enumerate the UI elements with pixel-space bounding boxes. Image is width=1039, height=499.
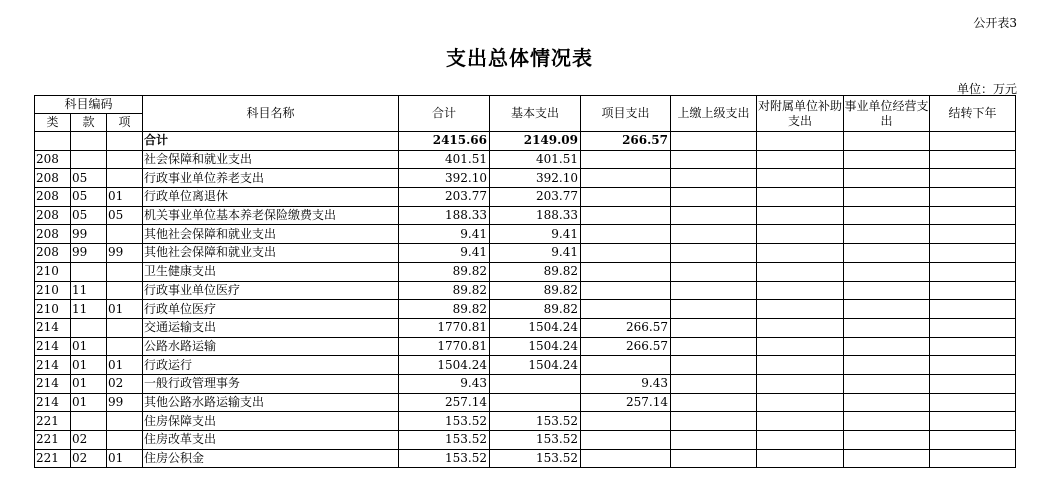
cell-basic: 9.41 — [490, 225, 581, 244]
cell-kuan — [71, 132, 107, 151]
cell-lei: 214 — [35, 318, 71, 337]
cell-affiliated — [757, 300, 844, 319]
cell-business — [844, 300, 930, 319]
unit-label: 单位：万元 — [956, 82, 1017, 96]
cell-affiliated — [757, 412, 844, 431]
cell-upper — [671, 150, 757, 169]
cell-business — [844, 356, 930, 375]
cell-total: 9.41 — [399, 244, 490, 263]
cell-upper — [671, 169, 757, 188]
cell-affiliated — [757, 431, 844, 450]
cell-lei: 221 — [35, 412, 71, 431]
header-lei: 类 — [35, 114, 71, 132]
table-row — [35, 244, 1016, 263]
cell-basic: 89.82 — [490, 300, 581, 319]
header-affiliated: 对附属单位补助支出 — [757, 96, 844, 132]
cell-name: 行政单位离退休 — [143, 188, 399, 207]
cell-affiliated — [757, 337, 844, 356]
cell-carryover — [930, 206, 1016, 225]
cell-total: 2415.66 — [399, 132, 490, 151]
table-row — [35, 188, 1016, 207]
cell-name: 其他社会保障和就业支出 — [143, 244, 399, 263]
cell-xiang — [107, 281, 143, 300]
cell-total: 188.33 — [399, 206, 490, 225]
expenditure-table — [34, 95, 1016, 468]
cell-name: 一般行政管理事务 — [143, 374, 399, 393]
header-xiang: 项 — [107, 114, 143, 132]
header-project: 项目支出 — [581, 96, 671, 132]
cell-upper — [671, 262, 757, 281]
cell-carryover — [930, 393, 1016, 412]
cell-lei: 208 — [35, 188, 71, 207]
cell-project: 257.14 — [581, 393, 671, 412]
header-basic: 基本支出 — [490, 96, 581, 132]
cell-xiang: 99 — [107, 244, 143, 263]
cell-business — [844, 150, 930, 169]
cell-affiliated — [757, 393, 844, 412]
cell-xiang — [107, 412, 143, 431]
cell-carryover — [930, 431, 1016, 450]
table-row — [35, 300, 1016, 319]
table-row — [35, 412, 1016, 431]
cell-basic: 392.10 — [490, 169, 581, 188]
header-upper: 上缴上级支出 — [671, 96, 757, 132]
cell-upper — [671, 449, 757, 468]
cell-name: 其他公路水路运输支出 — [143, 393, 399, 412]
cell-kuan — [71, 318, 107, 337]
cell-xiang: 05 — [107, 206, 143, 225]
cell-carryover — [930, 244, 1016, 263]
cell-lei: 221 — [35, 449, 71, 468]
cell-total: 401.51 — [399, 150, 490, 169]
cell-total: 9.43 — [399, 374, 490, 393]
table-row — [35, 431, 1016, 450]
form-number: 公开表3 — [973, 16, 1017, 30]
cell-business — [844, 337, 930, 356]
cell-lei: 221 — [35, 431, 71, 450]
cell-lei: 214 — [35, 393, 71, 412]
header-kuan: 款 — [71, 114, 107, 132]
cell-kuan: 11 — [71, 281, 107, 300]
table-row — [35, 337, 1016, 356]
cell-lei: 210 — [35, 262, 71, 281]
cell-kuan — [71, 262, 107, 281]
cell-basic: 203.77 — [490, 188, 581, 207]
cell-upper — [671, 337, 757, 356]
cell-xiang: 01 — [107, 356, 143, 375]
cell-name: 行政运行 — [143, 356, 399, 375]
cell-project: 266.57 — [581, 337, 671, 356]
cell-basic: 1504.24 — [490, 318, 581, 337]
cell-total: 1504.24 — [399, 356, 490, 375]
cell-project: 266.57 — [581, 318, 671, 337]
cell-name: 其他社会保障和就业支出 — [143, 225, 399, 244]
table-row — [35, 281, 1016, 300]
cell-kuan — [71, 412, 107, 431]
cell-project — [581, 300, 671, 319]
cell-name: 行政事业单位医疗 — [143, 281, 399, 300]
cell-basic: 89.82 — [490, 262, 581, 281]
cell-business — [844, 169, 930, 188]
cell-affiliated — [757, 262, 844, 281]
cell-total: 89.82 — [399, 262, 490, 281]
cell-carryover — [930, 412, 1016, 431]
header-name: 科目名称 — [143, 96, 399, 132]
cell-upper — [671, 281, 757, 300]
table-row — [35, 449, 1016, 468]
cell-affiliated — [757, 150, 844, 169]
cell-basic: 89.82 — [490, 281, 581, 300]
cell-upper — [671, 300, 757, 319]
cell-business — [844, 318, 930, 337]
cell-xiang: 01 — [107, 188, 143, 207]
cell-basic: 9.41 — [490, 244, 581, 263]
cell-affiliated — [757, 449, 844, 468]
cell-carryover — [930, 374, 1016, 393]
cell-xiang — [107, 431, 143, 450]
cell-business — [844, 281, 930, 300]
cell-kuan: 01 — [71, 337, 107, 356]
cell-basic: 2149.09 — [490, 132, 581, 151]
cell-name: 公路水路运输 — [143, 337, 399, 356]
cell-project: 266.57 — [581, 132, 671, 151]
cell-basic — [490, 393, 581, 412]
cell-basic: 188.33 — [490, 206, 581, 225]
cell-basic: 153.52 — [490, 449, 581, 468]
cell-project — [581, 169, 671, 188]
cell-upper — [671, 318, 757, 337]
cell-affiliated — [757, 281, 844, 300]
cell-total: 1770.81 — [399, 337, 490, 356]
cell-carryover — [930, 337, 1016, 356]
cell-kuan: 01 — [71, 374, 107, 393]
header-total: 合计 — [399, 96, 490, 132]
cell-affiliated — [757, 244, 844, 263]
table-row — [35, 374, 1016, 393]
cell-name: 住房保障支出 — [143, 412, 399, 431]
table-row — [35, 169, 1016, 188]
cell-carryover — [930, 188, 1016, 207]
cell-upper — [671, 244, 757, 263]
table-row — [35, 150, 1016, 169]
cell-lei: 210 — [35, 281, 71, 300]
cell-lei: 208 — [35, 206, 71, 225]
table-row — [35, 393, 1016, 412]
cell-name: 交通运输支出 — [143, 318, 399, 337]
cell-business — [844, 188, 930, 207]
cell-upper — [671, 188, 757, 207]
cell-total: 9.41 — [399, 225, 490, 244]
cell-name: 合计 — [143, 132, 399, 151]
cell-carryover — [930, 150, 1016, 169]
cell-lei: 210 — [35, 300, 71, 319]
cell-lei: 208 — [35, 169, 71, 188]
cell-kuan: 99 — [71, 244, 107, 263]
cell-carryover — [930, 225, 1016, 244]
cell-xiang: 99 — [107, 393, 143, 412]
cell-lei: 214 — [35, 356, 71, 375]
cell-name: 卫生健康支出 — [143, 262, 399, 281]
cell-xiang — [107, 132, 143, 151]
cell-affiliated — [757, 169, 844, 188]
cell-total: 1770.81 — [399, 318, 490, 337]
cell-business — [844, 431, 930, 450]
cell-carryover — [930, 318, 1016, 337]
cell-project — [581, 281, 671, 300]
cell-kuan: 01 — [71, 393, 107, 412]
cell-project — [581, 262, 671, 281]
cell-xiang: 01 — [107, 449, 143, 468]
cell-lei: 208 — [35, 225, 71, 244]
cell-name: 住房改革支出 — [143, 431, 399, 450]
cell-carryover — [930, 449, 1016, 468]
cell-project — [581, 449, 671, 468]
cell-business — [844, 412, 930, 431]
cell-xiang — [107, 318, 143, 337]
cell-total: 153.52 — [399, 412, 490, 431]
cell-carryover — [930, 356, 1016, 375]
cell-upper — [671, 431, 757, 450]
cell-business — [844, 206, 930, 225]
cell-upper — [671, 356, 757, 375]
cell-name: 行政单位医疗 — [143, 300, 399, 319]
cell-lei: 214 — [35, 374, 71, 393]
cell-affiliated — [757, 374, 844, 393]
table-row — [35, 356, 1016, 375]
cell-kuan: 01 — [71, 356, 107, 375]
cell-xiang — [107, 150, 143, 169]
total-row — [35, 132, 1016, 151]
cell-basic — [490, 374, 581, 393]
header-carryover: 结转下年 — [930, 96, 1016, 132]
cell-carryover — [930, 300, 1016, 319]
cell-total: 89.82 — [399, 300, 490, 319]
cell-carryover — [930, 169, 1016, 188]
cell-business — [844, 262, 930, 281]
cell-project — [581, 150, 671, 169]
cell-basic: 153.52 — [490, 431, 581, 450]
cell-kuan: 99 — [71, 225, 107, 244]
cell-affiliated — [757, 132, 844, 151]
cell-project — [581, 244, 671, 263]
cell-project — [581, 356, 671, 375]
cell-xiang — [107, 169, 143, 188]
cell-kuan: 05 — [71, 188, 107, 207]
cell-upper — [671, 393, 757, 412]
table-body — [35, 132, 1016, 468]
header-code-group: 科目编码 — [35, 96, 143, 114]
table-row — [35, 206, 1016, 225]
cell-xiang — [107, 225, 143, 244]
cell-business — [844, 449, 930, 468]
cell-lei: 214 — [35, 337, 71, 356]
header-business: 事业单位经营支出 — [844, 96, 930, 132]
cell-business — [844, 374, 930, 393]
table-row — [35, 318, 1016, 337]
cell-total: 153.52 — [399, 449, 490, 468]
cell-lei: 208 — [35, 150, 71, 169]
cell-lei: 208 — [35, 244, 71, 263]
cell-carryover — [930, 132, 1016, 151]
cell-business — [844, 244, 930, 263]
cell-affiliated — [757, 188, 844, 207]
cell-project — [581, 225, 671, 244]
cell-kuan — [71, 150, 107, 169]
cell-upper — [671, 225, 757, 244]
cell-total: 89.82 — [399, 281, 490, 300]
cell-upper — [671, 374, 757, 393]
cell-project: 9.43 — [581, 374, 671, 393]
cell-total: 153.52 — [399, 431, 490, 450]
cell-upper — [671, 206, 757, 225]
cell-basic: 153.52 — [490, 412, 581, 431]
cell-xiang: 02 — [107, 374, 143, 393]
cell-business — [844, 393, 930, 412]
cell-carryover — [930, 262, 1016, 281]
cell-kuan: 11 — [71, 300, 107, 319]
cell-total: 257.14 — [399, 393, 490, 412]
cell-project — [581, 206, 671, 225]
table-row — [35, 225, 1016, 244]
cell-total: 203.77 — [399, 188, 490, 207]
cell-project — [581, 431, 671, 450]
cell-affiliated — [757, 318, 844, 337]
cell-business — [844, 132, 930, 151]
cell-kuan: 02 — [71, 431, 107, 450]
cell-basic: 1504.24 — [490, 356, 581, 375]
cell-lei — [35, 132, 71, 151]
cell-upper — [671, 132, 757, 151]
cell-affiliated — [757, 356, 844, 375]
header-row-top — [35, 96, 1016, 114]
cell-kuan: 02 — [71, 449, 107, 468]
table-row — [35, 262, 1016, 281]
cell-name: 住房公积金 — [143, 449, 399, 468]
cell-total: 392.10 — [399, 169, 490, 188]
cell-affiliated — [757, 206, 844, 225]
cell-basic: 401.51 — [490, 150, 581, 169]
cell-basic: 1504.24 — [490, 337, 581, 356]
cell-xiang — [107, 262, 143, 281]
cell-xiang — [107, 337, 143, 356]
cell-upper — [671, 412, 757, 431]
cell-name: 行政事业单位养老支出 — [143, 169, 399, 188]
cell-project — [581, 188, 671, 207]
cell-affiliated — [757, 225, 844, 244]
page-title: 支出总体情况表 — [446, 46, 593, 70]
cell-xiang: 01 — [107, 300, 143, 319]
cell-name: 社会保障和就业支出 — [143, 150, 399, 169]
cell-carryover — [930, 281, 1016, 300]
cell-project — [581, 412, 671, 431]
cell-kuan: 05 — [71, 169, 107, 188]
cell-kuan: 05 — [71, 206, 107, 225]
cell-name: 机关事业单位基本养老保险缴费支出 — [143, 206, 399, 225]
cell-business — [844, 225, 930, 244]
